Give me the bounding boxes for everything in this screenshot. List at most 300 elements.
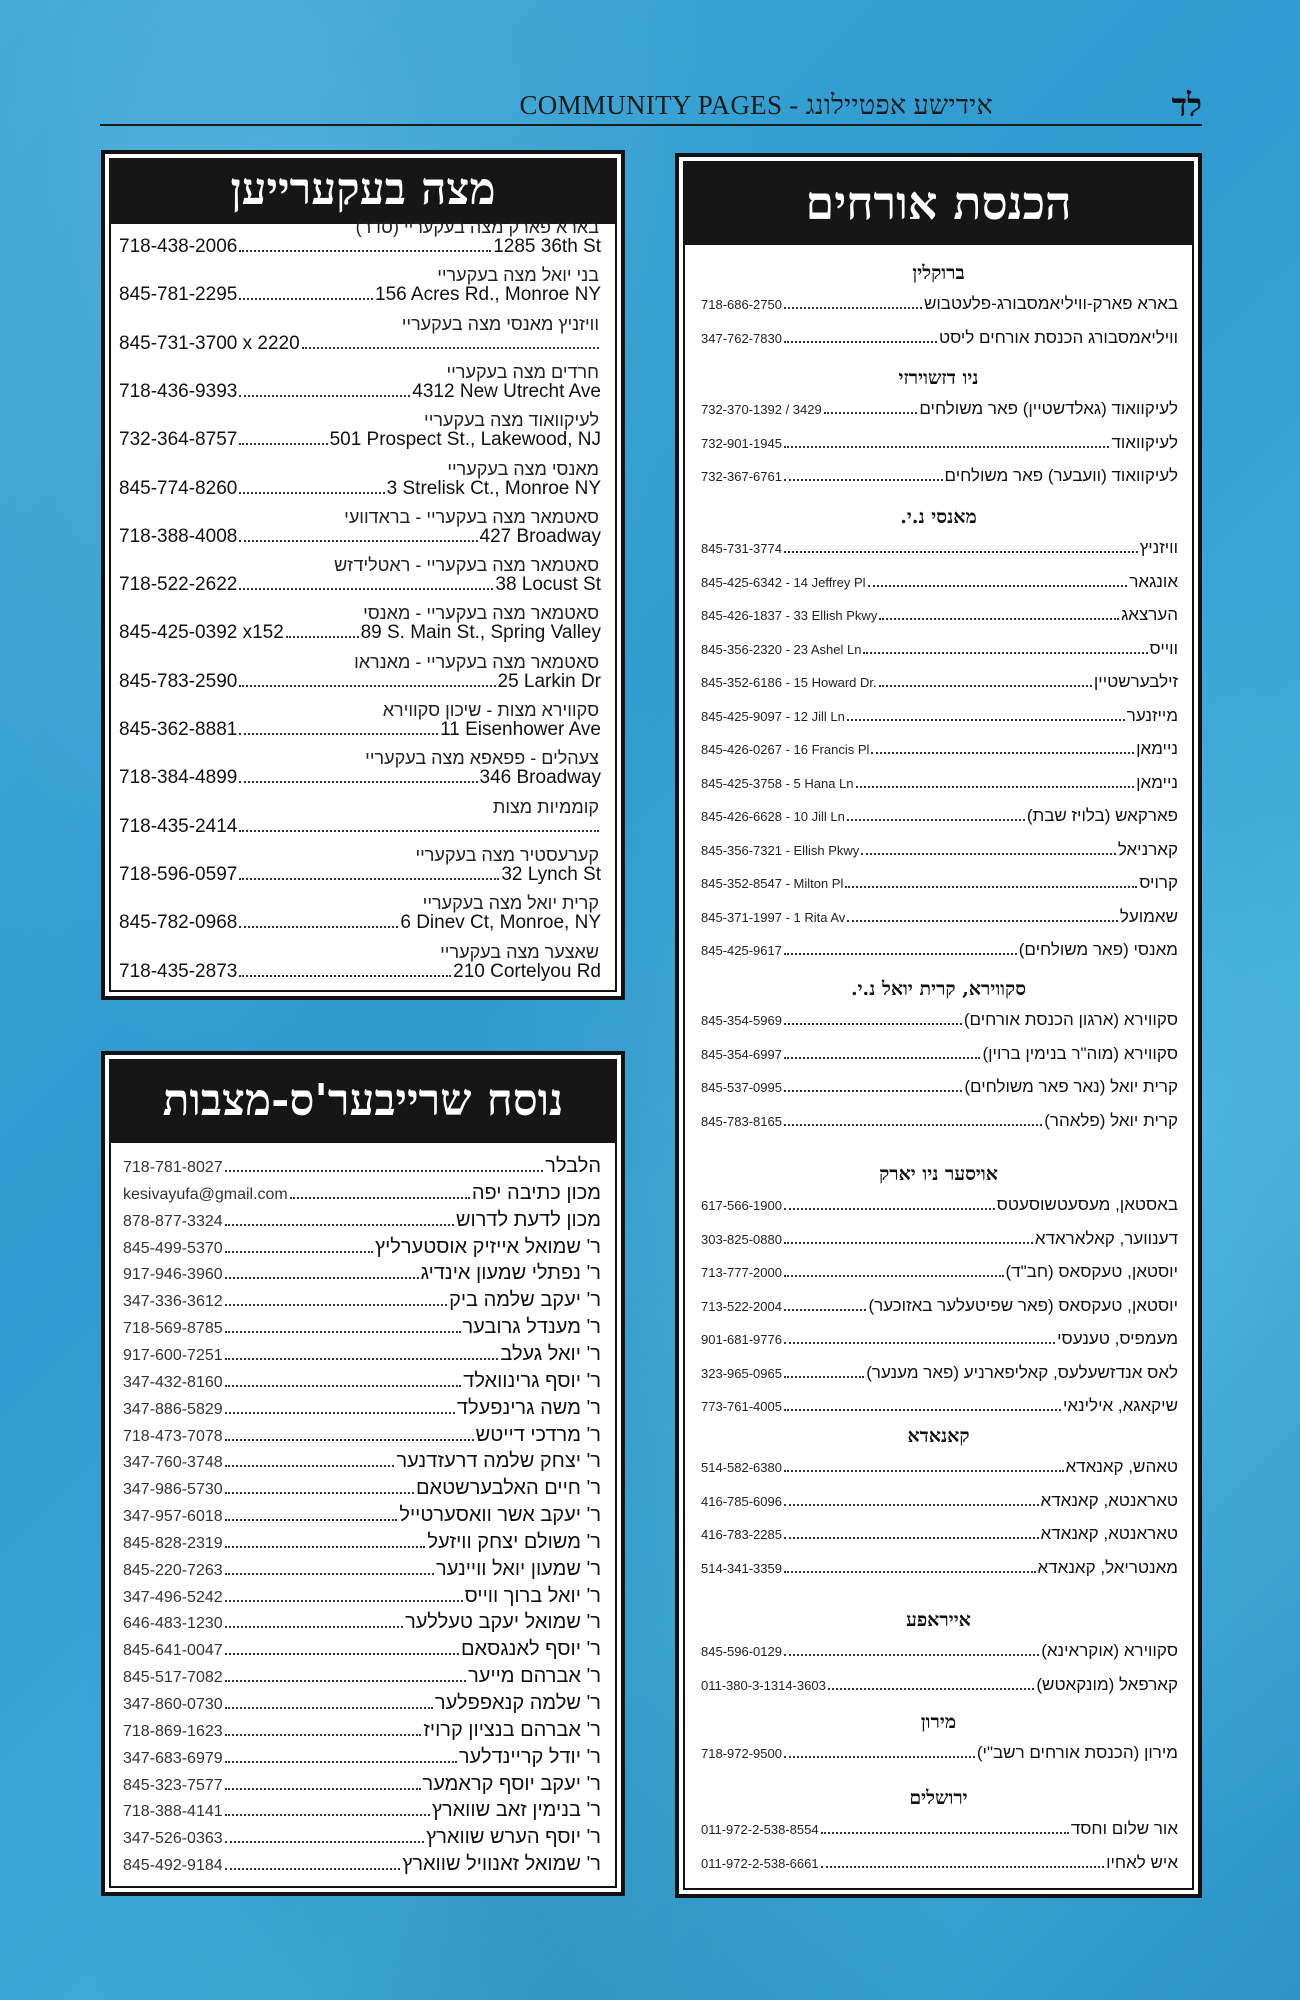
dot-leader: [239, 781, 477, 783]
hachnosas-name: אור שלום וחסד: [1070, 1819, 1178, 1838]
matzah-phone: 718-435-2873: [119, 960, 238, 982]
dot-leader: [225, 1761, 457, 1763]
hachnosas-name: ניימאן: [1136, 739, 1178, 758]
nusach-contact: 718-473-7078: [123, 1427, 223, 1445]
matzah-label: סקווירא מצות - שיכון סקווירא: [382, 700, 599, 720]
dot-leader: [225, 1412, 455, 1414]
nusach-name: ר' יוסף גרינוואלד: [463, 1369, 601, 1392]
nusach-contact: 347-432-8160: [123, 1373, 223, 1391]
hachnosas-row: [701, 1853, 1178, 1873]
hachnosas-row: [701, 433, 1178, 453]
nusach-contact: 646-483-1230: [123, 1615, 223, 1633]
nusach-name: ר' יודל קריינדלער: [458, 1745, 601, 1768]
hachnosas-name: הערצאג: [1121, 605, 1178, 624]
nusach-contact: 347-860-0730: [123, 1696, 223, 1713]
matzah-label: סאטמאר מצה בעקעריי - מאנסי: [363, 603, 599, 624]
nusach-contact: 845-492-9184: [123, 1857, 223, 1875]
dot-leader: [784, 1571, 1036, 1573]
hachnosas-name: טאראנטא, קאנאדא: [1040, 1490, 1178, 1510]
matzah-address: 89 S. Main St., Spring Valley: [360, 622, 601, 644]
hachnosas-name: מעמפיס, טענעסי: [1057, 1329, 1178, 1348]
nusach-row: [123, 1746, 601, 1769]
hachnosas-row: [701, 572, 1178, 592]
dot-leader: [784, 1376, 864, 1378]
nusach-name: ר' יוסף לאנגסאם: [460, 1638, 601, 1661]
hachnosas-row: [701, 1491, 1178, 1511]
nusach-contact: 347-986-5730: [123, 1481, 223, 1499]
hachnosas-name: סקווירא (מוה"ר בנימין ברוין): [982, 1043, 1178, 1063]
nusach-name: מכון לדעת לדרוש: [455, 1208, 601, 1231]
hachnosas-phone: 732-370-1392 / 3429: [701, 402, 822, 417]
hachnosas-name: לעיקוואוד (וועבער) פאר משולחים: [944, 466, 1178, 485]
dot-leader: [225, 1439, 474, 1441]
nusach-row: [123, 1531, 601, 1554]
dot-leader: [225, 1841, 425, 1843]
hachnosas-row: [701, 294, 1178, 314]
nusach-name: ר' יעקב שלמה ביק: [449, 1289, 601, 1312]
matzah-label: קוממיות מצות: [492, 796, 599, 817]
hachnosas-phone: 845-596-0129: [701, 1644, 782, 1659]
matzah-phone: 718-596-0597: [119, 863, 238, 885]
hachnosas-name: שיקאגא, אילינאי: [1062, 1396, 1178, 1415]
matzah-phone: 845-781-2295: [119, 284, 238, 306]
hachnosas-phone: 845-426-0267 - 16 Francis Pl: [701, 742, 870, 757]
dot-leader: [225, 1331, 461, 1333]
dot-leader: [225, 1251, 373, 1253]
hachnosas-name: אונגאר: [1129, 571, 1178, 591]
dot-leader: [845, 886, 1137, 888]
matzah-phone: 718-438-2006: [119, 236, 238, 257]
dot-leader: [239, 540, 477, 542]
dot-leader: [225, 1814, 430, 1816]
matzah-address: 501 Prospect St., Lakewood, NJ: [329, 429, 601, 451]
dot-leader: [784, 1470, 1064, 1472]
section-title: COMMUNITY PAGES - אידישע אפטיילונג: [519, 90, 993, 120]
nusach-contact: 845-641-0047: [123, 1642, 223, 1660]
matzah-label: וויזניץ מאנסי מצה בעקעריי: [401, 313, 599, 334]
hachnosas-row: [701, 1396, 1178, 1416]
hachnosas-phone: 713-777-2000: [701, 1265, 782, 1280]
dot-leader: [784, 1208, 995, 1210]
nusach-contact: 347-526-0363: [123, 1830, 223, 1848]
hachnosas-phone: 011-380-3-1314-3603: [701, 1677, 826, 1693]
nusach-name: ר' בנימין זאב שווארץ: [431, 1799, 601, 1822]
nusach-row: [123, 1799, 601, 1822]
matzah-row: [119, 478, 601, 500]
matzah-bakeries-box: [101, 150, 625, 1000]
hachnosas-row: [701, 706, 1178, 726]
hachnosas-row: [701, 773, 1178, 793]
matzah-address: 38 Locust St: [495, 574, 601, 596]
dot-leader: [302, 347, 599, 349]
dot-leader: [239, 685, 495, 687]
nusach-contact: 347-886-5829: [123, 1400, 223, 1418]
matzah-address: 6 Dinev Ct, Monroe, NY: [400, 912, 601, 934]
hachnosas-phone: 732-367-6761: [701, 469, 782, 484]
matzah-row: [119, 622, 601, 644]
nusach-row: [123, 1343, 601, 1366]
nusach-row: [123, 1773, 601, 1796]
nusach-contact: 878-877-3324: [123, 1212, 223, 1230]
hachnosas-name: מייזנער: [1126, 705, 1178, 725]
dot-leader: [225, 1170, 544, 1172]
hachnosas-row: [701, 1558, 1178, 1578]
hachnosas-phone: 514-582-6380: [701, 1460, 782, 1475]
dot-leader: [861, 853, 1116, 855]
hachnosas-title: הכנסת אורחים: [683, 161, 1194, 245]
nusach-row: [123, 1558, 601, 1581]
hachnosas-phone: 901-681-9776: [701, 1332, 782, 1347]
hachnosas-name: קארניאל: [1117, 839, 1178, 859]
matzah-phone: 718-388-4008: [119, 525, 238, 547]
nusach-row: [123, 1585, 601, 1608]
hachnosas-name: קרית יואל (פלאהר): [1044, 1110, 1178, 1130]
hachnosas-phone: 845-426-1837 - 33 Ellish Pkwy: [701, 608, 878, 623]
nusach-row: [123, 1236, 601, 1259]
dot-leader: [863, 652, 1147, 654]
dot-leader: [784, 1057, 981, 1059]
hachnosas-row: [701, 739, 1178, 759]
matzah-row: [119, 236, 601, 258]
hachnosas-name: וויזניץ: [1139, 538, 1178, 557]
dot-leader: [821, 1832, 1069, 1834]
matzah-address: 11 Eisenhower Ave: [440, 719, 601, 740]
hachnosas-name: לאס אנדזשעלעס, קאליפארניע (פאר מענער): [866, 1362, 1178, 1382]
hachnosas-phone: 514-341-3359: [701, 1560, 782, 1576]
hachnosas-row: [701, 940, 1178, 960]
dot-leader: [784, 551, 1138, 553]
dot-leader: [821, 1866, 1104, 1868]
dot-leader: [856, 786, 1135, 788]
matzah-label: בארא פארק מצה בעקעריי (סדר): [355, 217, 599, 237]
dot-leader: [784, 446, 1110, 448]
nusach-name: ר' יעקב אשר וואסערטייל: [399, 1504, 601, 1527]
nusach-row: [123, 1638, 601, 1661]
nusach-writers-box: [101, 1051, 625, 1896]
matzah-row: [119, 864, 601, 886]
hachnosas-row: [701, 1363, 1178, 1383]
hachnosas-row: [701, 1195, 1178, 1215]
nusach-name: ר' חיים האלבערשטאם: [415, 1477, 601, 1500]
dot-leader: [225, 1492, 414, 1494]
dot-leader: [784, 341, 937, 343]
nusach-name: ר' שמואל זאנוויל שווארץ: [402, 1853, 601, 1876]
hachnosas-row: [701, 1111, 1178, 1131]
dot-leader: [239, 926, 398, 928]
hachnosas-row: [701, 1457, 1178, 1477]
matzah-label: מאנסי מצה בעקעריי: [447, 458, 599, 479]
dot-leader: [225, 1734, 422, 1736]
matzah-address: 1285 36th St: [493, 236, 601, 257]
hachnosas-name: שאמועל: [1119, 906, 1178, 926]
matzah-phone: 718-522-2622: [119, 574, 238, 596]
dot-leader: [225, 1519, 398, 1521]
matzah-phone: 718-384-4899: [119, 767, 238, 789]
dot-leader: [879, 685, 1092, 687]
region-heading: מירון: [920, 1711, 957, 1733]
region-heading: ברוקלין: [912, 262, 965, 284]
nusach-contact: 347-496-5242: [123, 1588, 223, 1606]
hachnosas-name: מאנסי (פאר משולחים): [1018, 940, 1178, 959]
hachnosas-row: [701, 873, 1178, 893]
region-heading: ניו דזשוירזי: [898, 367, 979, 389]
hachnosas-name: קרויס: [1139, 873, 1178, 892]
dot-leader: [868, 585, 1128, 587]
hachnosas-row: [701, 1296, 1178, 1316]
hachnosas-row: [701, 1229, 1178, 1249]
nusach-name: מכון כתיבה יפה: [471, 1181, 601, 1204]
hachnosas-orchim-box: [675, 153, 1202, 1898]
nusach-contact: 347-336-3612: [123, 1293, 223, 1311]
dot-leader: [784, 1275, 1004, 1277]
hachnosas-row: [701, 1010, 1178, 1030]
dot-leader: [239, 830, 599, 832]
nusach-name: ר' יצחק שלמה דרעזדנער: [396, 1450, 601, 1473]
matzah-row: [119, 333, 601, 355]
dot-leader: [847, 819, 1025, 821]
hachnosas-name: סקווירא (אוקראינא): [1041, 1641, 1178, 1660]
dot-leader: [784, 1756, 975, 1758]
hachnosas-row: [701, 672, 1178, 692]
hachnosas-phone: 416-783-2285: [701, 1527, 782, 1542]
nusach-row: [123, 1262, 601, 1285]
nusach-name: ר' נפתלי שמעון אינדיג: [420, 1262, 601, 1285]
nusach-contact: 347-760-3748: [123, 1454, 223, 1472]
dot-leader: [225, 1788, 421, 1790]
nusach-name: הלבלר: [545, 1155, 601, 1177]
hachnosas-phone: 845-425-9097 - 12 Jill Ln: [701, 708, 845, 724]
nusach-name: ר' מרדכי דייטש: [475, 1423, 601, 1446]
matzah-row: [119, 671, 601, 693]
hachnosas-phone: 845-425-3758 - 5 Hana Ln: [701, 775, 854, 791]
dot-leader: [784, 1409, 1061, 1411]
hachnosas-phone: 845-352-8547 - Milton Pl: [701, 876, 844, 891]
dot-leader: [784, 1124, 1042, 1126]
hachnosas-phone: 718-686-2750: [701, 297, 782, 312]
hachnosas-name: איש לאחיו: [1106, 1852, 1178, 1872]
matzah-address: 427 Broadway: [479, 525, 601, 547]
matzah-label: לעיקוואוד מצה בעקעריי: [424, 410, 599, 431]
hachnosas-row: [701, 328, 1178, 348]
hachnosas-name: ווייס: [1149, 638, 1178, 658]
nusach-contact: 845-828-2319: [123, 1534, 223, 1552]
hachnosas-row: [701, 1819, 1178, 1839]
hachnosas-phone: 732-901-1945: [701, 435, 782, 451]
nusach-name: ר' משה גרינפעלד: [456, 1396, 601, 1419]
matzah-row: [119, 574, 601, 596]
dot-leader: [784, 479, 943, 481]
hachnosas-phone: 845-537-0995: [701, 1080, 782, 1095]
dot-leader: [784, 1654, 1039, 1656]
nusach-row: [123, 1424, 601, 1447]
nusach-contact: 845-499-5370: [123, 1239, 223, 1257]
dot-leader: [847, 719, 1125, 721]
dot-leader: [225, 1465, 395, 1467]
matzah-label: סאטמאר מצה בעקעריי - מאנראו: [354, 651, 599, 672]
nusach-name: ר' אברהם מייער: [468, 1665, 601, 1688]
nusach-contact: 845-220-7263: [123, 1561, 223, 1579]
dot-leader: [225, 1358, 499, 1360]
dot-leader: [225, 1600, 463, 1602]
hachnosas-name: טאראנטא, קאנאדא: [1040, 1524, 1178, 1543]
hachnosas-name: קרית יואל (נאר פאר משולחים): [964, 1077, 1178, 1096]
region-heading: קאנאדא: [907, 1425, 970, 1447]
matzah-address: 3 Strelisk Ct., Monroe NY: [386, 477, 601, 499]
dot-leader: [239, 250, 491, 252]
hachnosas-phone: 347-762-7830: [701, 330, 782, 346]
nusach-name: ר' יואל ברוך ווייס: [464, 1584, 601, 1607]
hachnosas-row: [701, 1044, 1178, 1064]
nusach-row: [123, 1719, 601, 1742]
nusach-row: [123, 1611, 601, 1634]
nusach-name: ר' יעקב יוסף קראמער: [422, 1772, 601, 1795]
nusach-row: [123, 1209, 601, 1232]
matzah-row: [119, 767, 601, 789]
dot-leader: [239, 298, 373, 300]
page-header: [100, 88, 1202, 126]
hachnosas-name: קארפאל (מונקאטש): [1036, 1674, 1178, 1694]
matzah-phone: 845-362-8881: [119, 719, 238, 740]
hachnosas-row: [701, 1077, 1178, 1097]
nusach-name: ר' שמואל יעקב טעללער: [405, 1611, 601, 1634]
nusach-contact: 845-323-7577: [123, 1776, 223, 1794]
hachnosas-row: [701, 1262, 1178, 1282]
nusach-row: [123, 1450, 601, 1473]
hachnosas-phone: 011-972-2-538-8554: [701, 1822, 819, 1837]
matzah-phone: 718-435-2414: [119, 815, 238, 837]
nusach-name: ר' יואל געלב: [500, 1342, 601, 1365]
hachnosas-name: לעיקוואוד: [1111, 432, 1178, 452]
hachnosas-phone: 845-425-6342 - 14 Jeffrey Pl: [701, 574, 866, 590]
hachnosas-name: מירון (הכנסת אורחים רשב"י): [976, 1743, 1178, 1762]
nusach-name: ר' שמעון יואל וויינער: [436, 1557, 601, 1580]
dot-leader: [784, 953, 1017, 955]
nusach-name: ר' שלמה קנאפפלער: [434, 1692, 601, 1714]
hachnosas-row: [701, 907, 1178, 927]
hachnosas-phone: 713-522-2004: [701, 1298, 782, 1314]
hachnosas-name: פארקאש (בלויז שבת): [1026, 806, 1178, 825]
matzah-phone: 845-731-3700 x 2220: [119, 332, 300, 354]
nusach-title: נוסח שרייבער'ס-מצבות: [109, 1059, 617, 1143]
hachnosas-phone: 845-354-5969: [701, 1013, 782, 1028]
matzah-address: 4312 New Utrecht Ave: [412, 380, 601, 402]
matzah-label: סאטמאר מצה בעקעריי - בראדוועי: [344, 506, 599, 527]
hachnosas-name: יוסטאן, טעקסאס (חב"ד): [1005, 1262, 1178, 1281]
nusach-row: [123, 1665, 601, 1688]
nusach-contact: 845-517-7082: [123, 1669, 223, 1687]
region-heading: מאנסי נ.י.: [900, 506, 977, 528]
hachnosas-row: [701, 806, 1178, 826]
hachnosas-name: מאנטריאל, קאנאדא: [1037, 1557, 1178, 1577]
nusach-row: [123, 1370, 601, 1393]
nusach-contact: kesivayufa@gmail.com: [123, 1185, 288, 1203]
matzah-title: מצה בעקערייען: [109, 158, 617, 224]
hachnosas-phone: 845-426-6628 - 10 Jill Ln: [701, 809, 845, 824]
dot-leader: [225, 1653, 459, 1655]
matzah-address: 25 Larkin Dr: [497, 670, 601, 692]
matzah-address: 346 Broadway: [479, 767, 601, 789]
page-number: לד: [1171, 86, 1202, 124]
hachnosas-row: [701, 538, 1178, 558]
hachnosas-phone: 845-425-9617: [701, 943, 782, 958]
region-heading: סקווירא, קרית יואל נ.י.: [850, 978, 1027, 1000]
nusach-row: [123, 1289, 601, 1312]
hachnosas-name: יוסטאן, טעקסאס (פאר שפיטעלער באזוכער): [868, 1295, 1178, 1315]
hachnosas-row: [701, 639, 1178, 659]
nusach-name: ר' אברהם בנציון קרויז: [423, 1718, 601, 1741]
hachnosas-phone: 323-965-0965: [701, 1365, 782, 1381]
hachnosas-phone: 845-352-6186 - 15 Howard Dr.: [701, 675, 877, 690]
nusach-row: [123, 1477, 601, 1500]
dot-leader: [784, 1242, 1033, 1244]
dot-leader: [784, 1023, 962, 1025]
nusach-row: [123, 1155, 601, 1178]
nusach-row: [123, 1182, 601, 1205]
hachnosas-name: סקווירא (ארגון הכנסת אורחים): [963, 1010, 1178, 1029]
hachnosas-phone: 845-731-3774: [701, 541, 782, 556]
dot-leader: [824, 412, 918, 414]
region-heading: אייראפע: [906, 1609, 971, 1631]
matzah-label: סאטמאר מצה בעקעריי - ראטלידזש: [334, 555, 599, 576]
nusach-contact: 718-781-8027: [123, 1159, 223, 1176]
dot-leader: [239, 975, 451, 977]
region-heading: ירושלים: [909, 1787, 968, 1809]
dot-leader: [225, 1573, 434, 1575]
hachnosas-phone: 718-972-9500: [701, 1746, 782, 1761]
matzah-label: קערעסטיר מצה בעקעריי: [415, 844, 599, 865]
nusach-row: [123, 1504, 601, 1527]
nusach-contact: 917-946-3960: [123, 1266, 223, 1284]
nusach-row: [123, 1826, 601, 1849]
hachnosas-row: [701, 1641, 1178, 1661]
dot-leader: [239, 395, 410, 397]
hachnosas-name: טאהש, קאנאדא: [1065, 1457, 1178, 1476]
nusach-row: [123, 1692, 601, 1715]
dot-leader: [239, 492, 384, 494]
hachnosas-row: [701, 399, 1178, 419]
hachnosas-name: באסטאן, מעסעטשוסעטס: [996, 1195, 1178, 1214]
nusach-contact: 718-869-1623: [123, 1722, 223, 1740]
dot-leader: [225, 1385, 462, 1387]
matzah-row: [119, 381, 601, 403]
dot-leader: [784, 1090, 962, 1092]
matzah-row: [119, 816, 601, 838]
hachnosas-phone: 617-566-1900: [701, 1198, 782, 1213]
dot-leader: [290, 1197, 470, 1199]
matzah-label: קרית יואל מצה בעקעריי: [422, 893, 599, 914]
dot-leader: [225, 1680, 466, 1682]
nusach-contact: 718-569-8785: [123, 1320, 223, 1338]
dot-leader: [784, 1504, 1039, 1506]
nusach-row: [123, 1316, 601, 1339]
nusach-row: [123, 1853, 601, 1876]
matzah-label: בני יואל מצה בעקעריי: [437, 265, 599, 286]
dot-leader: [225, 1546, 426, 1548]
nusach-row: [123, 1397, 601, 1420]
matzah-address: 210 Cortelyou Rd: [453, 960, 601, 982]
matzah-address: 32 Lynch St: [501, 863, 601, 885]
dot-leader: [784, 1537, 1039, 1539]
matzah-phone: 732-364-8757: [119, 429, 238, 451]
matzah-label: צעהלים - פפאפא מצה בעקעריי: [365, 748, 599, 769]
matzah-label: חרדים מצה בעקעריי: [446, 361, 599, 382]
hachnosas-row: [701, 1524, 1178, 1544]
dot-leader: [828, 1688, 1035, 1690]
dot-leader: [784, 1342, 1055, 1344]
hachnosas-phone: 845-356-2320 - 23 Ashel Ln: [701, 641, 862, 657]
hachnosas-phone: 845-354-6997: [701, 1046, 782, 1062]
dot-leader: [225, 1277, 419, 1279]
